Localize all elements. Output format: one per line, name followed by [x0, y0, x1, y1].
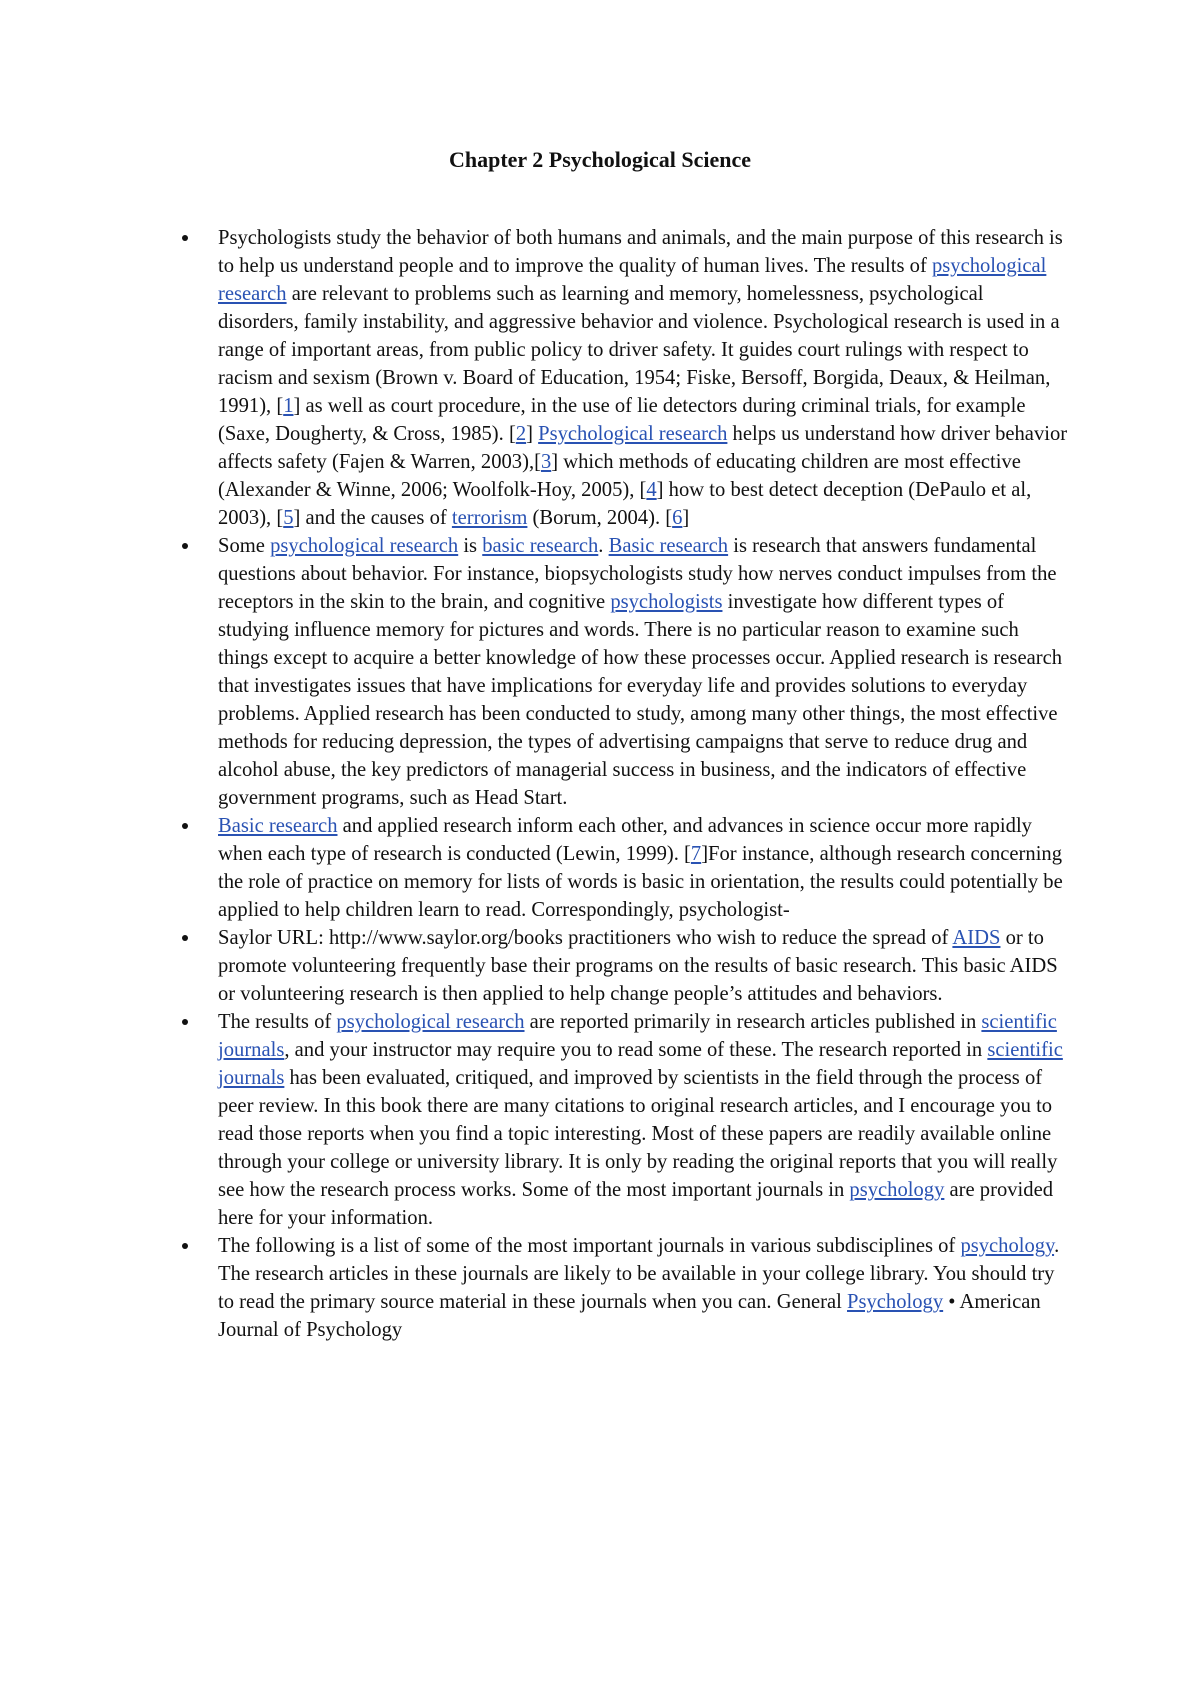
bullet-icon	[182, 1019, 188, 1025]
paragraph-text: , and your instructor may require you to read some of these. The research reported in	[284, 1039, 988, 1061]
bullet-icon	[182, 935, 188, 941]
paragraph-text: ] how to best detect deception (DePaulo et al, 2003), [	[218, 479, 1032, 529]
paragraph-text: or to promote volunteering frequently base their programs on the results of basic research. This basic AIDS or volunteering research is then applied to help change people’s attitudes and behaviors.	[218, 927, 1058, 1005]
paragraph-text: Psychologists study the behavior of both humans and animals, and the main purpose of this research is to help us understand people and to improve the quality of human lives. The results of	[218, 227, 1063, 277]
paragraph-text: The results of	[218, 1011, 337, 1033]
paragraph-text: are relevant to problems such as learning and memory, homelessness, psychological disorders, family instability, and aggressive behavior and violence. Psychological research is used in a range of important areas, from public policy to driver safety. It guides court rulings with respect to racism and sexism (Brown v. Board of Education, 1954; Fiske, Bersoff, Borgida, Deaux, & Heilman, 1991), [	[218, 283, 1060, 417]
hyperlink[interactable]: psychologists	[610, 591, 723, 613]
hyperlink[interactable]: 3	[540, 451, 552, 473]
bullet-list	[218, 224, 1068, 1344]
hyperlink[interactable]: psychology	[849, 1179, 945, 1201]
hyperlink[interactable]: basic research	[482, 535, 599, 557]
paragraph-text: .	[598, 535, 609, 557]
paragraph-text: is research that answers fundamental questions about behavior. For instance, biopsychologists study how nerves conduct impulses from the receptors in the skin to the brain, and cognitive	[218, 535, 1057, 613]
hyperlink[interactable]: AIDS	[952, 927, 1001, 949]
hyperlink[interactable]: 2	[515, 423, 527, 445]
paragraph-text: helps us understand how driver behavior affects safety (Fajen & Warren, 2003),[	[218, 423, 1068, 473]
list-item	[218, 812, 1068, 924]
hyperlink[interactable]: 4	[646, 479, 657, 501]
paragraph-text: Saylor URL: http://www.saylor.org/books practitioners who wish to reduce the spread of	[218, 927, 953, 949]
paragraph-text: • American Journal of Psychology	[218, 1291, 1041, 1341]
paragraph-text: are provided here for your information.	[218, 1179, 1054, 1229]
bullet-icon	[182, 543, 188, 549]
hyperlink[interactable]: scientific journals	[218, 1039, 1063, 1089]
paragraph-text: ] and the causes of	[293, 507, 452, 529]
hyperlink[interactable]: 7	[690, 843, 702, 865]
paragraph-text: ] as well as court procedure, in the use of lie detectors during criminal trials, for example (Saxe, Dougherty, & Cross, 1985). [	[218, 395, 1026, 445]
bullet-icon	[182, 1243, 188, 1249]
hyperlink[interactable]: Psychological research	[538, 423, 728, 445]
hyperlink[interactable]: psychology	[960, 1235, 1055, 1257]
list-item	[218, 224, 1068, 532]
bullet-icon	[182, 823, 188, 829]
hyperlink[interactable]: scientific journals	[218, 1011, 1057, 1061]
paragraph-text: investigate how different types of studying influence memory for pictures and words. There is no particular reason to examine such things except to acquire a better knowledge of how these processes occur. Applied research is research that investigates issues that have implications for everyday life and provides solutions to everyday problems. Applied research has been conducted to study, among many other things, the most effective methods for reducing depression, the types of advertising campaigns that serve to reduce drug and alcohol abuse, the key predictors of managerial success in business, and the indicators of effective government programs, such as Head Start.	[218, 591, 1063, 809]
paragraph-text: has been evaluated, critiqued, and improved by scientists in the field through the process of peer review. In this book there are many citations to original research articles, and I encourage you to read those reports when you find a topic interesting. Most of these papers are readily available online through your college or university library. It is only by reading the original reports that you will really see how the research process works. Some of the most important journals in	[218, 1067, 1058, 1201]
paragraph-text: . The research articles in these journals are likely to be available in your college library. You should try to read the primary source material in these journals when you can. General	[218, 1235, 1060, 1313]
hyperlink[interactable]: psychological research	[336, 1011, 525, 1033]
hyperlink[interactable]: Psychology	[847, 1291, 944, 1313]
hyperlink[interactable]: psychological research	[270, 535, 459, 557]
hyperlink[interactable]: 6	[672, 507, 683, 529]
hyperlink[interactable]: Basic research	[218, 815, 338, 837]
list-item	[218, 1232, 1068, 1344]
paragraph-text: (Borum, 2004). [	[527, 507, 673, 529]
paragraph-text: is	[458, 535, 483, 557]
hyperlink[interactable]: 1	[283, 395, 294, 417]
hyperlink[interactable]: 5	[283, 507, 294, 529]
hyperlink[interactable]: Basic research	[608, 535, 729, 557]
hyperlink[interactable]: terrorism	[451, 507, 528, 529]
list-item	[218, 532, 1068, 812]
bullet-icon	[182, 235, 188, 241]
paragraph-text: ]	[682, 507, 690, 529]
page-title: Chapter 2 Psychological Science	[448, 147, 752, 172]
paragraph-text: and applied research inform each other, and advances in science occur more rapidly when each type of research is conducted (Lewin, 1999). [	[218, 815, 1032, 865]
list-item	[218, 1008, 1068, 1232]
paragraph-text: ] which methods of educating children are most effective (Alexander & Winne, 2006; Woolfolk-Hoy, 2005), [	[218, 451, 1021, 501]
paragraph-text: are reported primarily in research articles published in	[524, 1011, 982, 1033]
paragraph-text: ]For instance, although research concerning the role of practice on memory for lists of words is basic in orientation, the results could potentially be applied to help children learn to read. Correspondingly, psychologist-	[218, 843, 1063, 921]
paragraph-text: Some	[218, 535, 271, 557]
paragraph-text: ]	[526, 423, 539, 445]
paragraph-text: The following is a list of some of the most important journals in various subdisciplines of	[218, 1235, 961, 1257]
list-item	[218, 924, 1068, 1008]
hyperlink[interactable]: psychological research	[218, 255, 1047, 305]
